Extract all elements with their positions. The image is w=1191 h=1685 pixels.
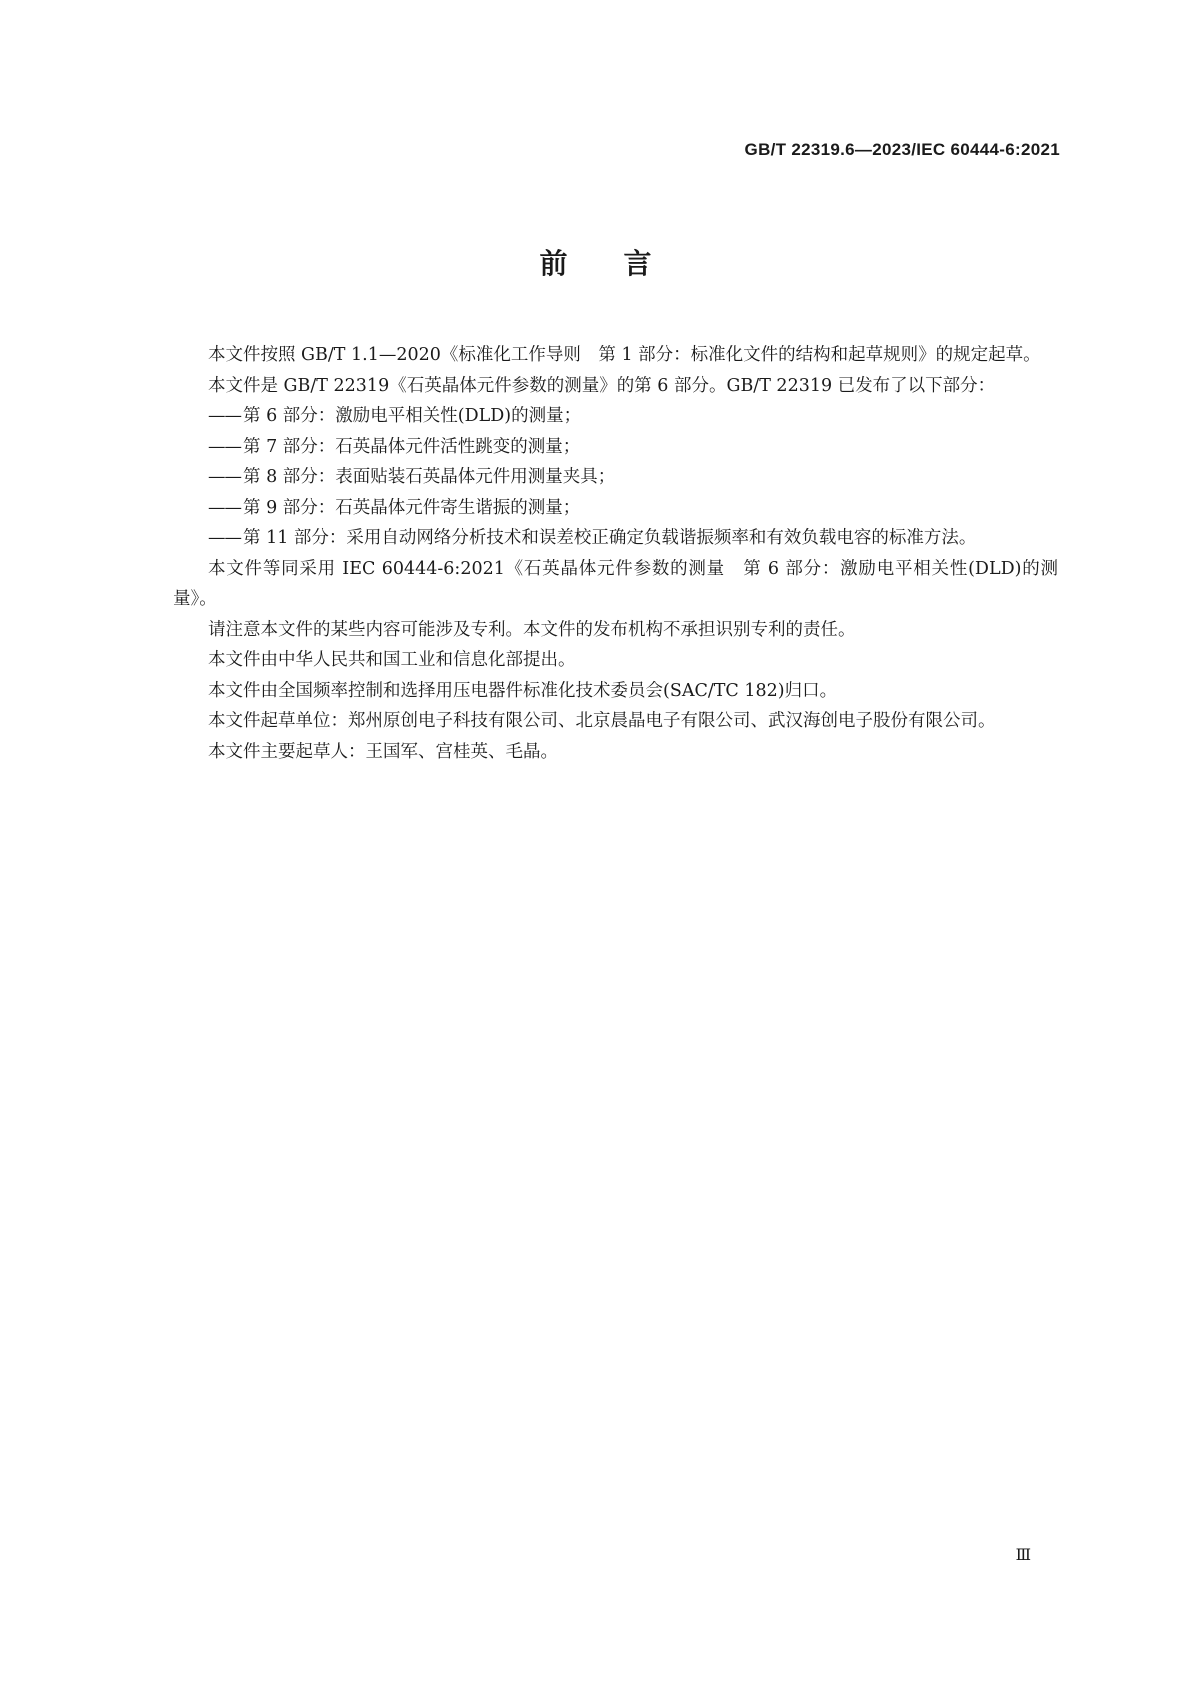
paragraph-series-intro: 本文件是 GB/T 22319《石英晶体元件参数的测量》的第 6 部分。GB/T 22319 已发布了以下部分：	[208, 375, 996, 396]
list-dash: ——	[208, 467, 241, 487]
foreword-body	[173, 340, 1058, 767]
page-number: Ⅲ	[1015, 1545, 1031, 1564]
list-dash: ——	[208, 528, 241, 548]
list-item	[173, 401, 1058, 432]
standard-code-header: GB/T 22319.6—2023/IEC 60444-6:2021	[744, 140, 1060, 159]
paragraph-administered-by: 本文件由全国频率控制和选择用压电器件标准化技术委员会(SAC/TC 182)归口。	[208, 680, 838, 701]
list-item-text: 第 8 部分：表面贴装石英晶体元件用测量夹具；	[243, 467, 616, 487]
list-dash: ——	[208, 497, 241, 518]
page-title: 前言	[539, 247, 708, 280]
list-item-text: 第 6 部分：激励电平相关性(DLD)的测量；	[243, 406, 582, 426]
list-item	[173, 462, 1058, 493]
list-item	[173, 523, 1058, 554]
paragraph-proposed-by: 本文件由中华人民共和国工业和信息化部提出。	[208, 650, 576, 670]
list-dash: ——	[208, 436, 241, 457]
list-item-text: 第 9 部分：石英晶体元件寄生谐振的测量；	[243, 497, 581, 518]
list-item-text: 第 11 部分：采用自动网络分析技术和误差校正确定负载谐振频率和有效负载电容的标准方法。	[243, 528, 977, 548]
paragraph-drafting-units: 本文件起草单位：郑州原创电子科技有限公司、北京晨晶电子有限公司、武汉海创电子股份有限公司。	[208, 711, 996, 731]
paragraph-drafting-rules: 本文件按照 GB/T 1.1—2020《标准化工作导则 第 1 部分：标准化文件的结构和起草规则》的规定起草。	[208, 345, 1041, 365]
list-dash: ——	[208, 406, 241, 426]
paragraph-equivalence: 本文件等同采用 IEC 60444-6:2021《石英晶体元件参数的测量 第 6 部分：激励电平相关性(DLD)的测量》。	[173, 558, 1058, 609]
list-item	[173, 493, 1058, 524]
list-item	[173, 432, 1058, 463]
list-item-text: 第 7 部分：石英晶体元件活性跳变的测量；	[243, 436, 581, 457]
paragraph-drafters: 本文件主要起草人：王国军、宫桂英、毛晶。	[208, 741, 558, 762]
paragraph-patent-notice: 请注意本文件的某些内容可能涉及专利。本文件的发布机构不承担识别专利的责任。	[208, 619, 856, 640]
